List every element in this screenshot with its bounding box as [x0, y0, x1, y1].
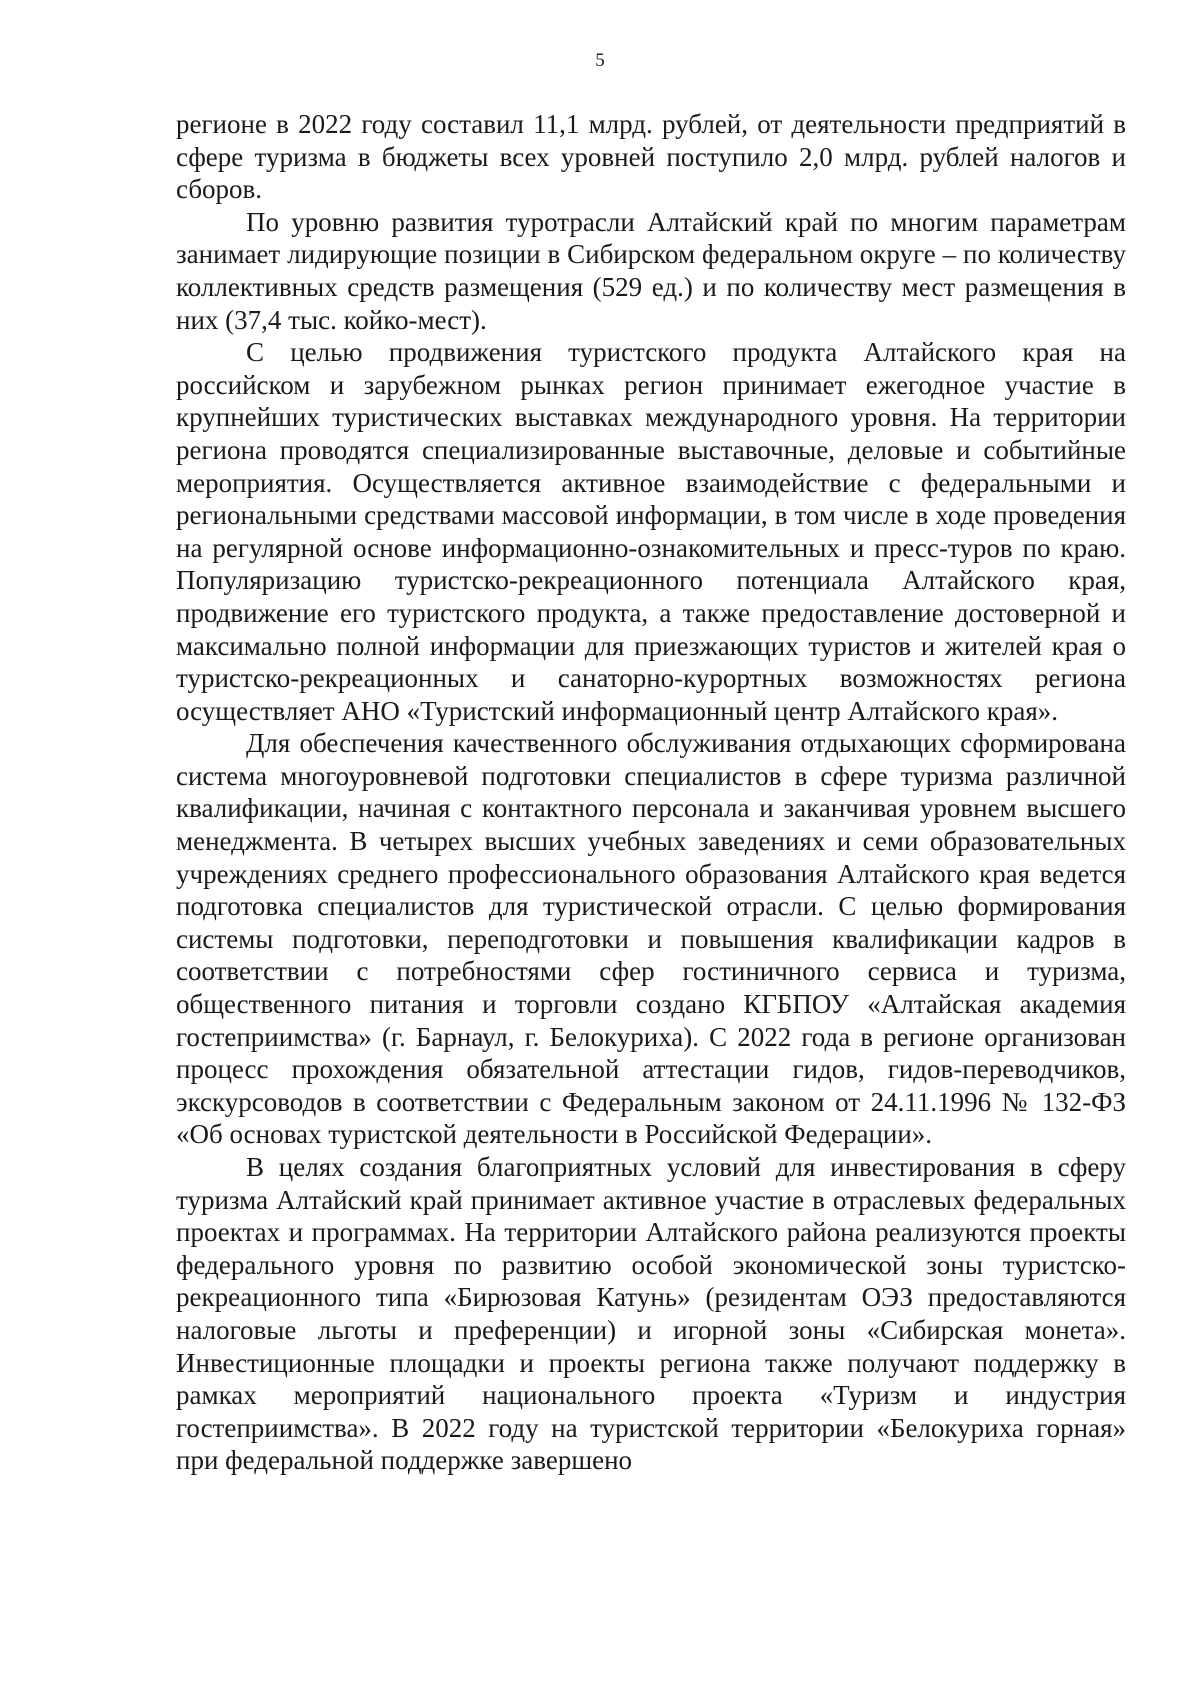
paragraph-4: Для обеспечения качественного обслуживания отдыхающих сформирована система многоуровневой подготовки специалистов в сфере туризма различной квалификации, начиная с контактного персонала и заканчивая уровнем высшего менеджмента. В четырех высших учебных заведениях и семи образовательных учреждениях среднего профессионального образования Алтайского края ведется подготовка специалистов для туристической отрасли. С целью формирования системы подготовки, переподготовки и повышения квалификации кадров в соответствии с потребностями сфер гостиничного сервиса и туризма, общественного питания и торговли создано КГБПОУ «Алтайская академия гостеприимства» (г. Барнаул, г. Белокуриха). С 2022 года в регионе организован процесс прохождения обязательной аттестации гидов, гидов-переводчиков, экскурсоводов в соответствии с Федеральным законом от 24.11.1996 № 132-ФЗ «Об основах туристской деятельности в Российской Федерации».: [176, 728, 1126, 1150]
paragraph-5: В целях создания благоприятных условий для инвестирования в сферу туризма Алтайский край принимает активное участие в отраслевых федеральных проектах и программах. На территории Алтайского района реализуются проекты федерального уровня по развитию особой экономической зоны туристско-рекреационного типа «Бирюзовая Катунь» (резидентам ОЭЗ предоставляются налоговые льготы и преференции) и игорной зоны «Сибирская монета». Инвестиционные площадки и проекты региона также получают поддержку в рамках мероприятий национального проекта «Туризм и индустрия гостеприимства». В 2022 году на туристской территории «Белокуриха горная» при федеральной поддержке завершено: [176, 1152, 1126, 1476]
paragraph-2: По уровню развития туротрасли Алтайский край по многим параметрам занимает лидирующие позиции в Сибирском федеральном округе – по количеству коллективных средств размещения (529 ед.) и по количеству мест размещения в них (37,4 тыс. койко-мест).: [176, 206, 1126, 335]
page-number: 5: [595, 50, 605, 71]
paragraph-3: С целью продвижения туристского продукта Алтайского края на российском и зарубежном рынках регион принимает ежегодное участие в крупнейших туристических выставках международного уровня. На территории региона проводятся специализированные выставочные, деловые и событийные мероприятия. Осуществляется активное взаимодействие с федеральными и региональными средствами массовой информации, в том числе в ходе проведения на регулярной основе информационно-ознакомительных и пресс-туров по краю. Популяризацию туристско-рекреационного потенциала Алтайского края, продвижение его туристского продукта, а также предоставление достоверной и максимально полной информации для приезжающих туристов и жителей края о туристско-рекреационных и санаторно-курортных возможностях региона осуществляет АНО «Туристский информационный центр Алтайского края».: [176, 337, 1126, 726]
body-text: [176, 108, 1126, 1477]
paragraph-1: регионе в 2022 году составил 11,1 млрд. рублей, от деятельности предприятий в сфере туризма в бюджеты всех уровней поступило 2,0 млрд. рублей налогов и сборов.: [176, 109, 1126, 205]
